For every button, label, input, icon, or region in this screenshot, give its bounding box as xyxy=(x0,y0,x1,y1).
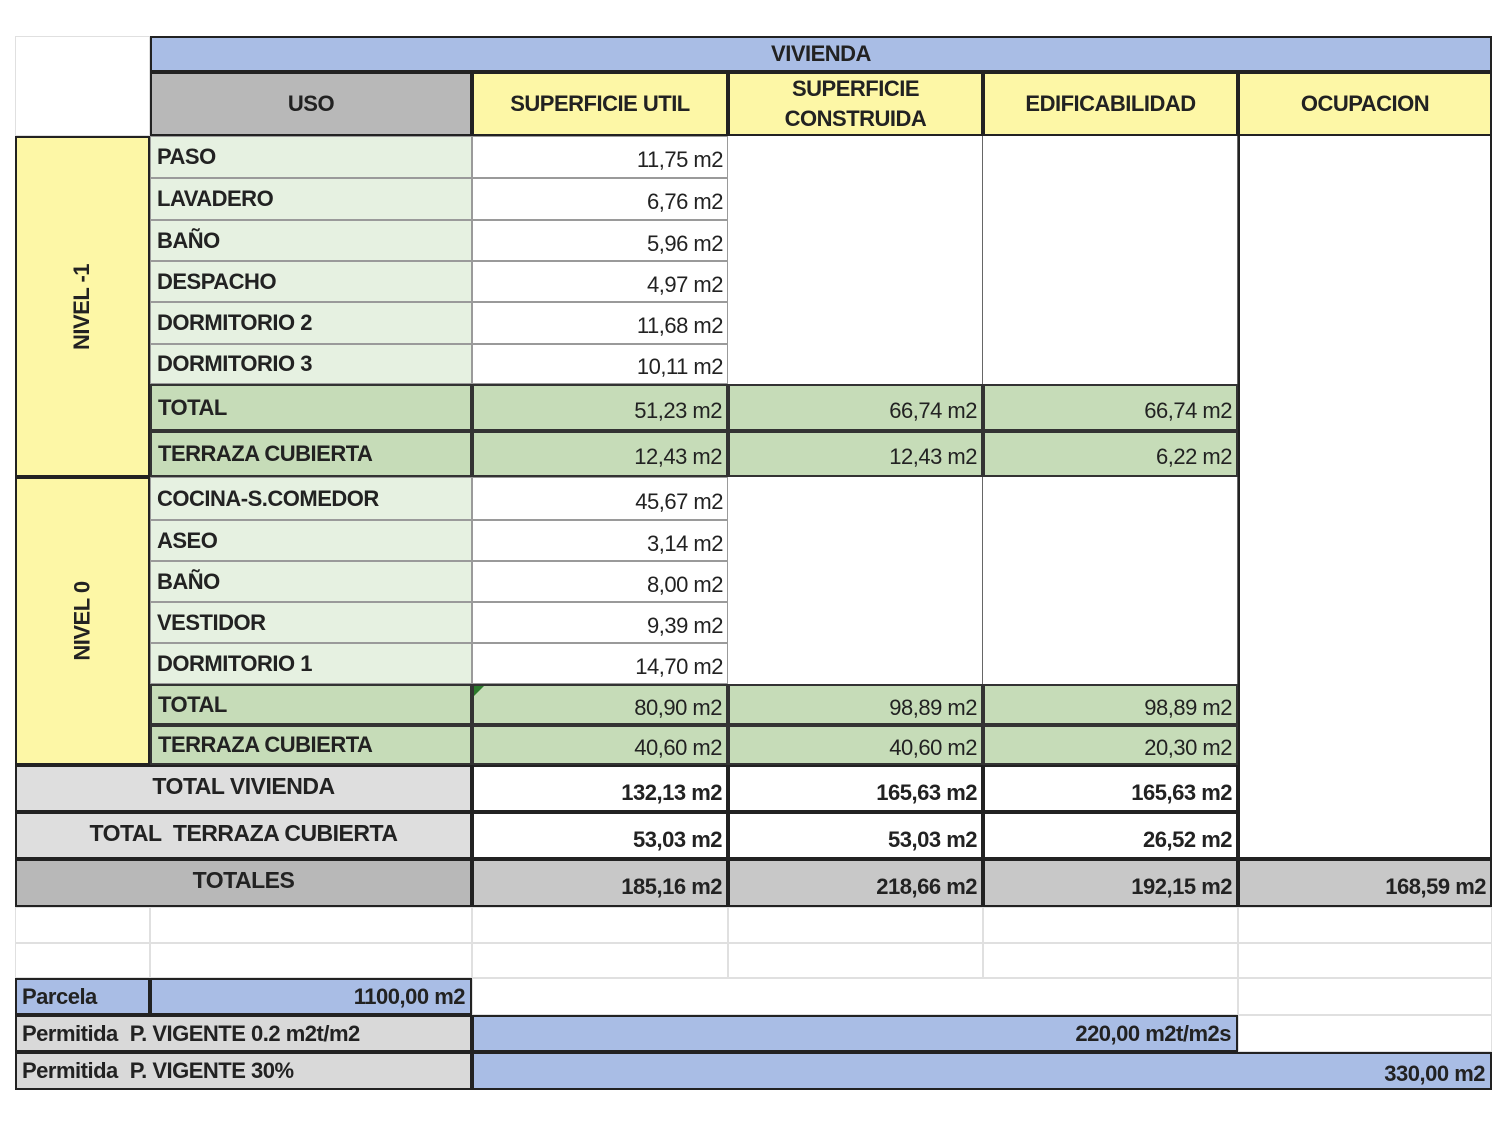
empty-cell xyxy=(983,943,1238,978)
room-label: DESPACHO xyxy=(150,261,472,302)
total-vivienda-edificabilidad: 165,63 m2 xyxy=(983,765,1238,812)
total-construida: 66,74 m2 xyxy=(728,384,983,431)
empty-cell xyxy=(15,943,150,978)
total-util: 80,90 m2 xyxy=(472,684,728,725)
permitida-ocup-label2: P. VIGENTE 30% xyxy=(129,1058,294,1083)
empty-cell xyxy=(983,907,1238,943)
header-edificabilidad: EDIFICABILIDAD xyxy=(983,72,1238,136)
totales-util: 185,16 m2 xyxy=(472,859,728,907)
blank-construida-m1 xyxy=(728,136,983,384)
header-ocupacion: OCUPACION xyxy=(1238,72,1492,136)
total-label: TOTAL xyxy=(150,684,472,725)
room-util: 4,97 m2 xyxy=(472,261,728,302)
header-superficie-construida-line2: CONSTRUIDA xyxy=(784,106,927,131)
empty-cell xyxy=(728,943,983,978)
totales-edificabilidad: 192,15 m2 xyxy=(983,859,1238,907)
terraza-label: TERRAZA CUBIERTA xyxy=(150,725,472,765)
total-construida: 98,89 m2 xyxy=(728,684,983,725)
empty-cell xyxy=(15,907,150,943)
parcela-label: Parcela xyxy=(15,978,150,1015)
room-util: 8,00 m2 xyxy=(472,561,728,602)
nivel-m1-text: NIVEL -1 xyxy=(69,263,95,350)
total-label: TOTAL xyxy=(150,384,472,431)
header-uso: USO xyxy=(150,72,472,136)
room-label: BAÑO xyxy=(150,561,472,602)
total-edificabilidad: 66,74 m2 xyxy=(983,384,1238,431)
total-util: 51,23 m2 xyxy=(472,384,728,431)
empty-corner-cell xyxy=(15,36,150,136)
parcela-value: 1100,00 m2 xyxy=(150,978,472,1015)
total-vivienda-util: 132,13 m2 xyxy=(472,765,728,812)
terraza-edificabilidad: 20,30 m2 xyxy=(983,725,1238,765)
nivel-0-label xyxy=(15,477,150,765)
room-util: 6,76 m2 xyxy=(472,178,728,220)
room-label: ASEO xyxy=(150,520,472,561)
room-util: 9,39 m2 xyxy=(472,602,728,643)
empty-cell xyxy=(1238,978,1492,1015)
permitida-edif-label1: Permitida xyxy=(22,1020,118,1046)
terraza-label: TERRAZA CUBIERTA xyxy=(150,431,472,477)
permitida-ocup-label xyxy=(15,1052,472,1090)
empty-cell xyxy=(472,943,728,978)
nivel-m1-label xyxy=(15,136,150,477)
permitida-ocup-label1: Permitida xyxy=(22,1058,118,1083)
permitida-edif-label2: P. VIGENTE 0.2 m2t/m2 xyxy=(129,1020,360,1046)
empty-cell xyxy=(150,907,472,943)
room-util: 45,67 m2 xyxy=(472,477,728,520)
total-terraza-construida: 53,03 m2 xyxy=(728,812,983,859)
room-util: 5,96 m2 xyxy=(472,220,728,261)
nivel-0-text: NIVEL 0 xyxy=(69,581,95,661)
room-label: DORMITORIO 3 xyxy=(150,344,472,384)
room-label: VESTIDOR xyxy=(150,602,472,643)
room-util: 10,11 m2 xyxy=(472,344,728,384)
room-label: LAVADERO xyxy=(150,178,472,220)
empty-cell xyxy=(1238,943,1492,978)
header-superficie-construida xyxy=(728,72,983,136)
comment-marker-icon xyxy=(474,686,484,696)
room-label: DORMITORIO 2 xyxy=(150,302,472,344)
terraza-util: 12,43 m2 xyxy=(472,431,728,477)
empty-cell xyxy=(150,943,472,978)
room-util: 14,70 m2 xyxy=(472,643,728,684)
permitida-edif-label xyxy=(15,1015,472,1052)
totales-ocupacion: 168,59 m2 xyxy=(1238,859,1492,907)
total-vivienda-construida: 165,63 m2 xyxy=(728,765,983,812)
total-terraza-util: 53,03 m2 xyxy=(472,812,728,859)
total-edificabilidad: 98,89 m2 xyxy=(983,684,1238,725)
terraza-edificabilidad: 6,22 m2 xyxy=(983,431,1238,477)
permitida-ocup-value: 330,00 m2 xyxy=(472,1052,1492,1090)
room-label: COCINA-S.COMEDOR xyxy=(150,477,472,520)
total-vivienda-label: TOTAL VIVIENDA xyxy=(15,765,472,812)
total-terraza-edificabilidad: 26,52 m2 xyxy=(983,812,1238,859)
blank-edificabilidad-0 xyxy=(983,477,1238,684)
terraza-construida: 12,43 m2 xyxy=(728,431,983,477)
totales-label: TOTALES xyxy=(15,859,472,907)
empty-cell xyxy=(1238,1015,1492,1052)
total-terraza-label: TOTAL TERRAZA CUBIERTA xyxy=(15,812,472,859)
permitida-edif-value: 220,00 m2t/m2s xyxy=(472,1015,1238,1052)
room-util: 11,68 m2 xyxy=(472,302,728,344)
vivienda-title: VIVIENDA xyxy=(150,36,1492,72)
empty-cell xyxy=(472,978,1238,1015)
totales-construida: 218,66 m2 xyxy=(728,859,983,907)
header-superficie-construida-line1: SUPERFICIE xyxy=(791,76,920,101)
room-label: BAÑO xyxy=(150,220,472,261)
room-label: DORMITORIO 1 xyxy=(150,643,472,684)
empty-cell xyxy=(1238,907,1492,943)
room-util: 11,75 m2 xyxy=(472,136,728,178)
terraza-util: 40,60 m2 xyxy=(472,725,728,765)
terraza-construida: 40,60 m2 xyxy=(728,725,983,765)
blank-ocupacion xyxy=(1238,136,1492,859)
room-util: 3,14 m2 xyxy=(472,520,728,561)
empty-cell xyxy=(728,907,983,943)
header-superficie-util: SUPERFICIE UTIL xyxy=(472,72,728,136)
room-label: PASO xyxy=(150,136,472,178)
blank-edificabilidad-m1 xyxy=(983,136,1238,384)
blank-construida-0 xyxy=(728,477,983,684)
empty-cell xyxy=(472,907,728,943)
